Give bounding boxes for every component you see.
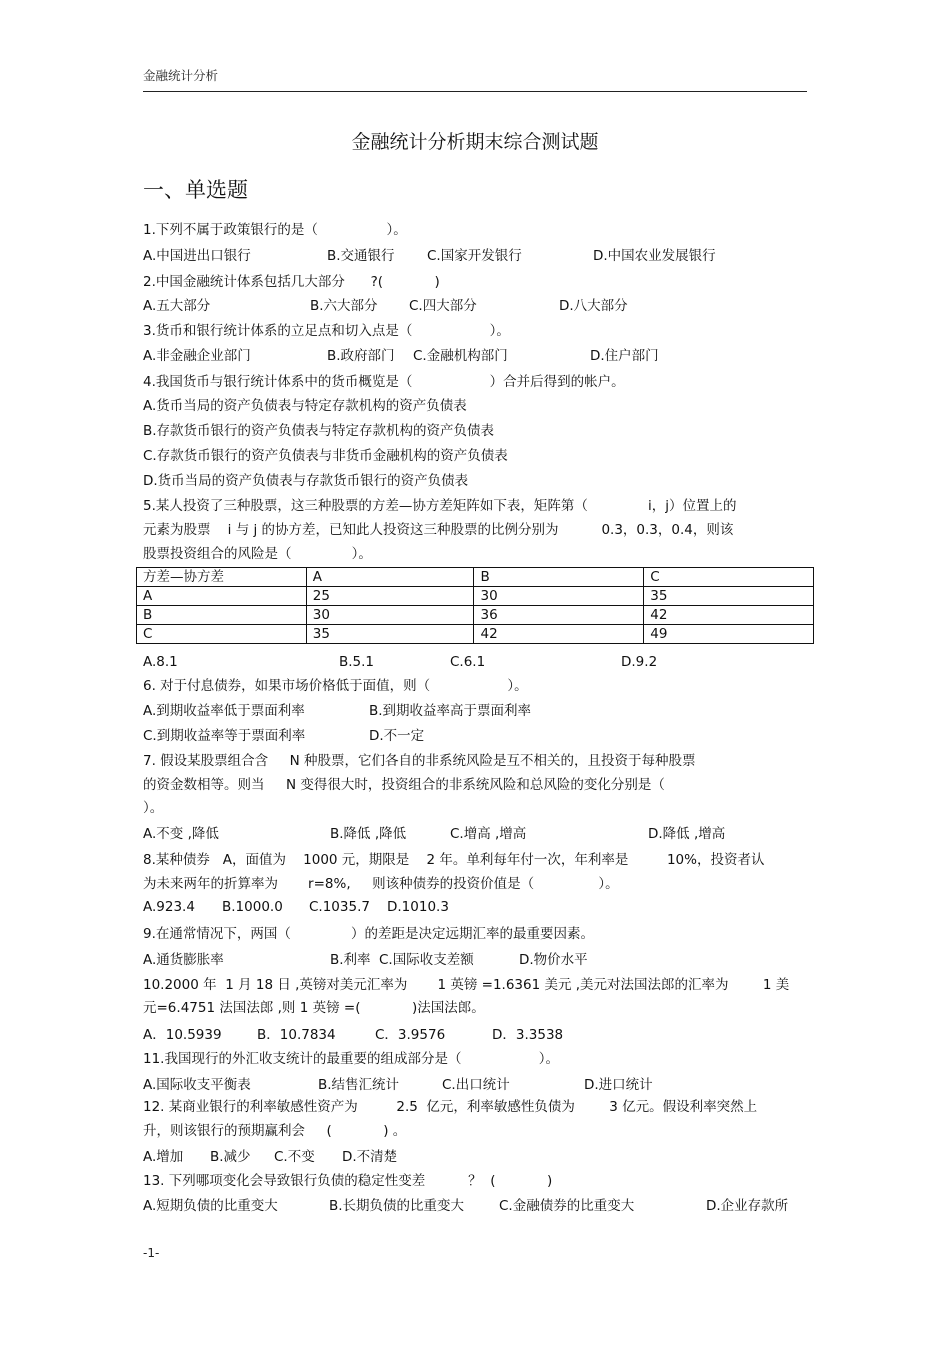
option-b: B.政府部门 xyxy=(327,348,395,364)
table-cell: 42 xyxy=(644,606,814,625)
question-4-option-d: D.货币当局的资产负债表与存款货币银行的资产负债表 xyxy=(143,473,469,489)
question-11-options xyxy=(143,1073,823,1093)
option-c: C.6.1 xyxy=(450,654,486,670)
option-b: B.结售汇统计 xyxy=(318,1077,400,1093)
question-9-options xyxy=(143,948,823,968)
question-4-option-c: C.存款货币银行的资产负债表与非货币金融机构的资产负债表 xyxy=(143,448,508,464)
question-6-options-row-2 xyxy=(143,724,823,744)
option-b: B.长期负债的比重变大 xyxy=(329,1198,465,1214)
option-b: B.六大部分 xyxy=(310,298,378,314)
option-d: D.9.2 xyxy=(621,654,658,670)
running-header: 金融统计分析 xyxy=(143,68,219,83)
question-2-stem: 2.中国金融统计体系包括几大部分 ?( ) xyxy=(143,274,440,290)
option-d: D.降低 ,增高 xyxy=(648,826,726,842)
option-a: A.中国进出口银行 xyxy=(143,248,251,264)
option-d: D.物价水平 xyxy=(519,952,588,968)
question-4-option-a: A.货币当局的资产负债表与特定存款机构的资产负债表 xyxy=(143,398,467,414)
table-cell: 25 xyxy=(306,587,474,606)
covariance-table xyxy=(136,567,814,644)
question-11-stem: 11.我国现行的外汇收支统计的最重要的组成部分是（ ）。 xyxy=(143,1051,559,1067)
table-cell: 49 xyxy=(644,625,814,644)
question-6-stem: 6. 对于付息债券，如果市场价格低于面值，则（ ）。 xyxy=(143,678,528,694)
table-header-cell: C xyxy=(644,568,814,587)
question-3-stem: 3.货币和银行统计体系的立足点和切入点是（ ）。 xyxy=(143,323,510,339)
option-a: A.短期负债的比重变大 xyxy=(143,1198,278,1214)
table-cell: 30 xyxy=(474,587,644,606)
table-cell: 42 xyxy=(474,625,644,644)
option-a: A.8.1 xyxy=(143,654,178,670)
question-12-stem-line-1: 12. 某商业银行的利率敏感性资产为 2.5 亿元，利率敏感性负债为 3 亿元。假设利率突然上 xyxy=(143,1099,758,1115)
question-4-stem: 4.我国货币与银行统计体系中的货币概览是（ ）合并后得到的帐户。 xyxy=(143,374,625,390)
table-header-row xyxy=(137,568,814,587)
table-cell: 35 xyxy=(306,625,474,644)
option-d: D.进口统计 xyxy=(584,1077,653,1093)
table-cell: 30 xyxy=(306,606,474,625)
option-c: C.不变 xyxy=(274,1149,315,1165)
question-4-option-b: B.存款货币银行的资产负债表与特定存款机构的资产负债表 xyxy=(143,423,495,439)
table-cell: C xyxy=(137,625,307,644)
question-12-options xyxy=(143,1145,823,1165)
section-heading: 一、单选题 xyxy=(143,178,248,202)
question-8-stem-line-1: 8.某种债券 A，面值为 1000 元，期限是 2 年。单利每年付一次，年利率是 10%，投资者认 xyxy=(143,852,765,868)
table-row xyxy=(137,606,814,625)
option-d: D.八大部分 xyxy=(559,298,628,314)
table-header-cell: 方差—协方差 xyxy=(137,568,307,587)
question-7-stem-line-3: ）。 xyxy=(143,800,164,816)
question-7-stem-line-1: 7. 假设某股票组合含 N 种股票，它们各自的非系统风险是互不相关的，且投资于每种股票 xyxy=(143,753,696,769)
option-b: B.1000.0 xyxy=(222,899,283,915)
option-a: A.五大部分 xyxy=(143,298,211,314)
question-10-stem-line-2: 元=6.4751 法国法郎 ,则 1 英镑 =( )法国法郎。 xyxy=(143,1000,485,1016)
option-a: A.到期收益率低于票面利率 xyxy=(143,703,305,719)
option-b: B.5.1 xyxy=(339,654,375,670)
option-c: C.国际收支差额 xyxy=(379,952,474,968)
question-3-options xyxy=(143,344,823,364)
table-cell: 36 xyxy=(474,606,644,625)
option-b: B.到期收益率高于票面利率 xyxy=(369,703,532,719)
question-5-stem-line-2: 元素为股票 i 与 j 的协方差，已知此人投资这三种股票的比例分别为 0.3，0.3，0.4，则该 xyxy=(143,522,734,538)
question-7-options xyxy=(143,822,823,842)
option-d: D．3.3538 xyxy=(492,1027,564,1043)
option-a: A.国际收支平衡表 xyxy=(143,1077,251,1093)
option-c: C.金融债券的比重变大 xyxy=(499,1198,635,1214)
header-rule xyxy=(143,91,807,92)
question-13-options xyxy=(143,1194,823,1214)
option-b: B.减少 xyxy=(210,1149,251,1165)
option-d: D.不一定 xyxy=(369,728,425,744)
option-c: C．3.9576 xyxy=(375,1027,446,1043)
option-d: D.中国农业发展银行 xyxy=(593,248,716,264)
question-9-stem: 9.在通常情况下，两国（ ）的差距是决定远期汇率的最重要因素。 xyxy=(143,926,594,942)
option-a: A．10.5939 xyxy=(143,1027,222,1043)
option-c: C.出口统计 xyxy=(442,1077,510,1093)
option-c: C.四大部分 xyxy=(409,298,477,314)
question-7-stem-line-2: 的资金数相等。则当 N 变得很大时，投资组合的非系统风险和总风险的变化分别是（ xyxy=(143,777,665,793)
option-c: C.国家开发银行 xyxy=(427,248,522,264)
question-1-stem: 1.下列不属于政策银行的是（ ）。 xyxy=(143,222,407,238)
option-d: D.住户部门 xyxy=(590,348,659,364)
question-13-stem: 13. 下列哪项变化会导致银行负债的稳定性变差 ？ ( ) xyxy=(143,1173,553,1189)
table-header-cell: A xyxy=(306,568,474,587)
table-row xyxy=(137,587,814,606)
option-c: C.1035.7 xyxy=(309,899,370,915)
table-cell: A xyxy=(137,587,307,606)
question-8-stem-line-2: 为未来两年的折算率为 r=8%, 则该种债券的投资价值是（ ）。 xyxy=(143,876,619,892)
table-row xyxy=(137,625,814,644)
option-a: A.不变 ,降低 xyxy=(143,826,219,842)
option-c: C.增高 ,增高 xyxy=(450,826,527,842)
option-d: D.企业存款所 xyxy=(706,1198,789,1214)
question-10-options xyxy=(143,1023,823,1043)
option-a: A.非金融企业部门 xyxy=(143,348,251,364)
option-c: C.金融机构部门 xyxy=(413,348,508,364)
option-a: A.增加 xyxy=(143,1149,184,1165)
option-c: C.到期收益率等于票面利率 xyxy=(143,728,306,744)
table-cell: B xyxy=(137,606,307,625)
option-a: A.923.4 xyxy=(143,899,195,915)
question-12-stem-line-2: 升，则该银行的预期赢利会 ( ) 。 xyxy=(143,1123,407,1139)
question-5-stem-line-1: 5.某人投资了三种股票，这三种股票的方差—协方差矩阵如下表，矩阵第（ i，j）位置上的 xyxy=(143,498,737,514)
question-5-options xyxy=(143,654,823,674)
question-5-stem-line-3: 股票投资组合的风险是（ ）。 xyxy=(143,546,372,562)
question-6-options-row-1 xyxy=(143,699,823,719)
question-10-stem-line-1: 10.2000 年 1 月 18 日 ,英镑对美元汇率为 1 英镑 =1.6361 美元 ,美元对法国法郎的汇率为 1 美 xyxy=(143,977,790,993)
option-b: B．10.7834 xyxy=(257,1027,336,1043)
page-number: -1- xyxy=(143,1246,160,1260)
page-title: 金融统计分析期末综合测试题 xyxy=(351,131,599,153)
question-1-options xyxy=(143,244,823,264)
option-b: B.利率 xyxy=(330,952,371,968)
option-b: B.交通银行 xyxy=(327,248,395,264)
option-d: D.1010.3 xyxy=(387,899,449,915)
table-cell: 35 xyxy=(644,587,814,606)
option-b: B.降低 ,降低 xyxy=(330,826,407,842)
question-8-options xyxy=(143,899,823,919)
question-2-options xyxy=(143,294,823,314)
table-header-cell: B xyxy=(474,568,644,587)
option-d: D.不清楚 xyxy=(342,1149,398,1165)
option-a: A.通货膨胀率 xyxy=(143,952,224,968)
